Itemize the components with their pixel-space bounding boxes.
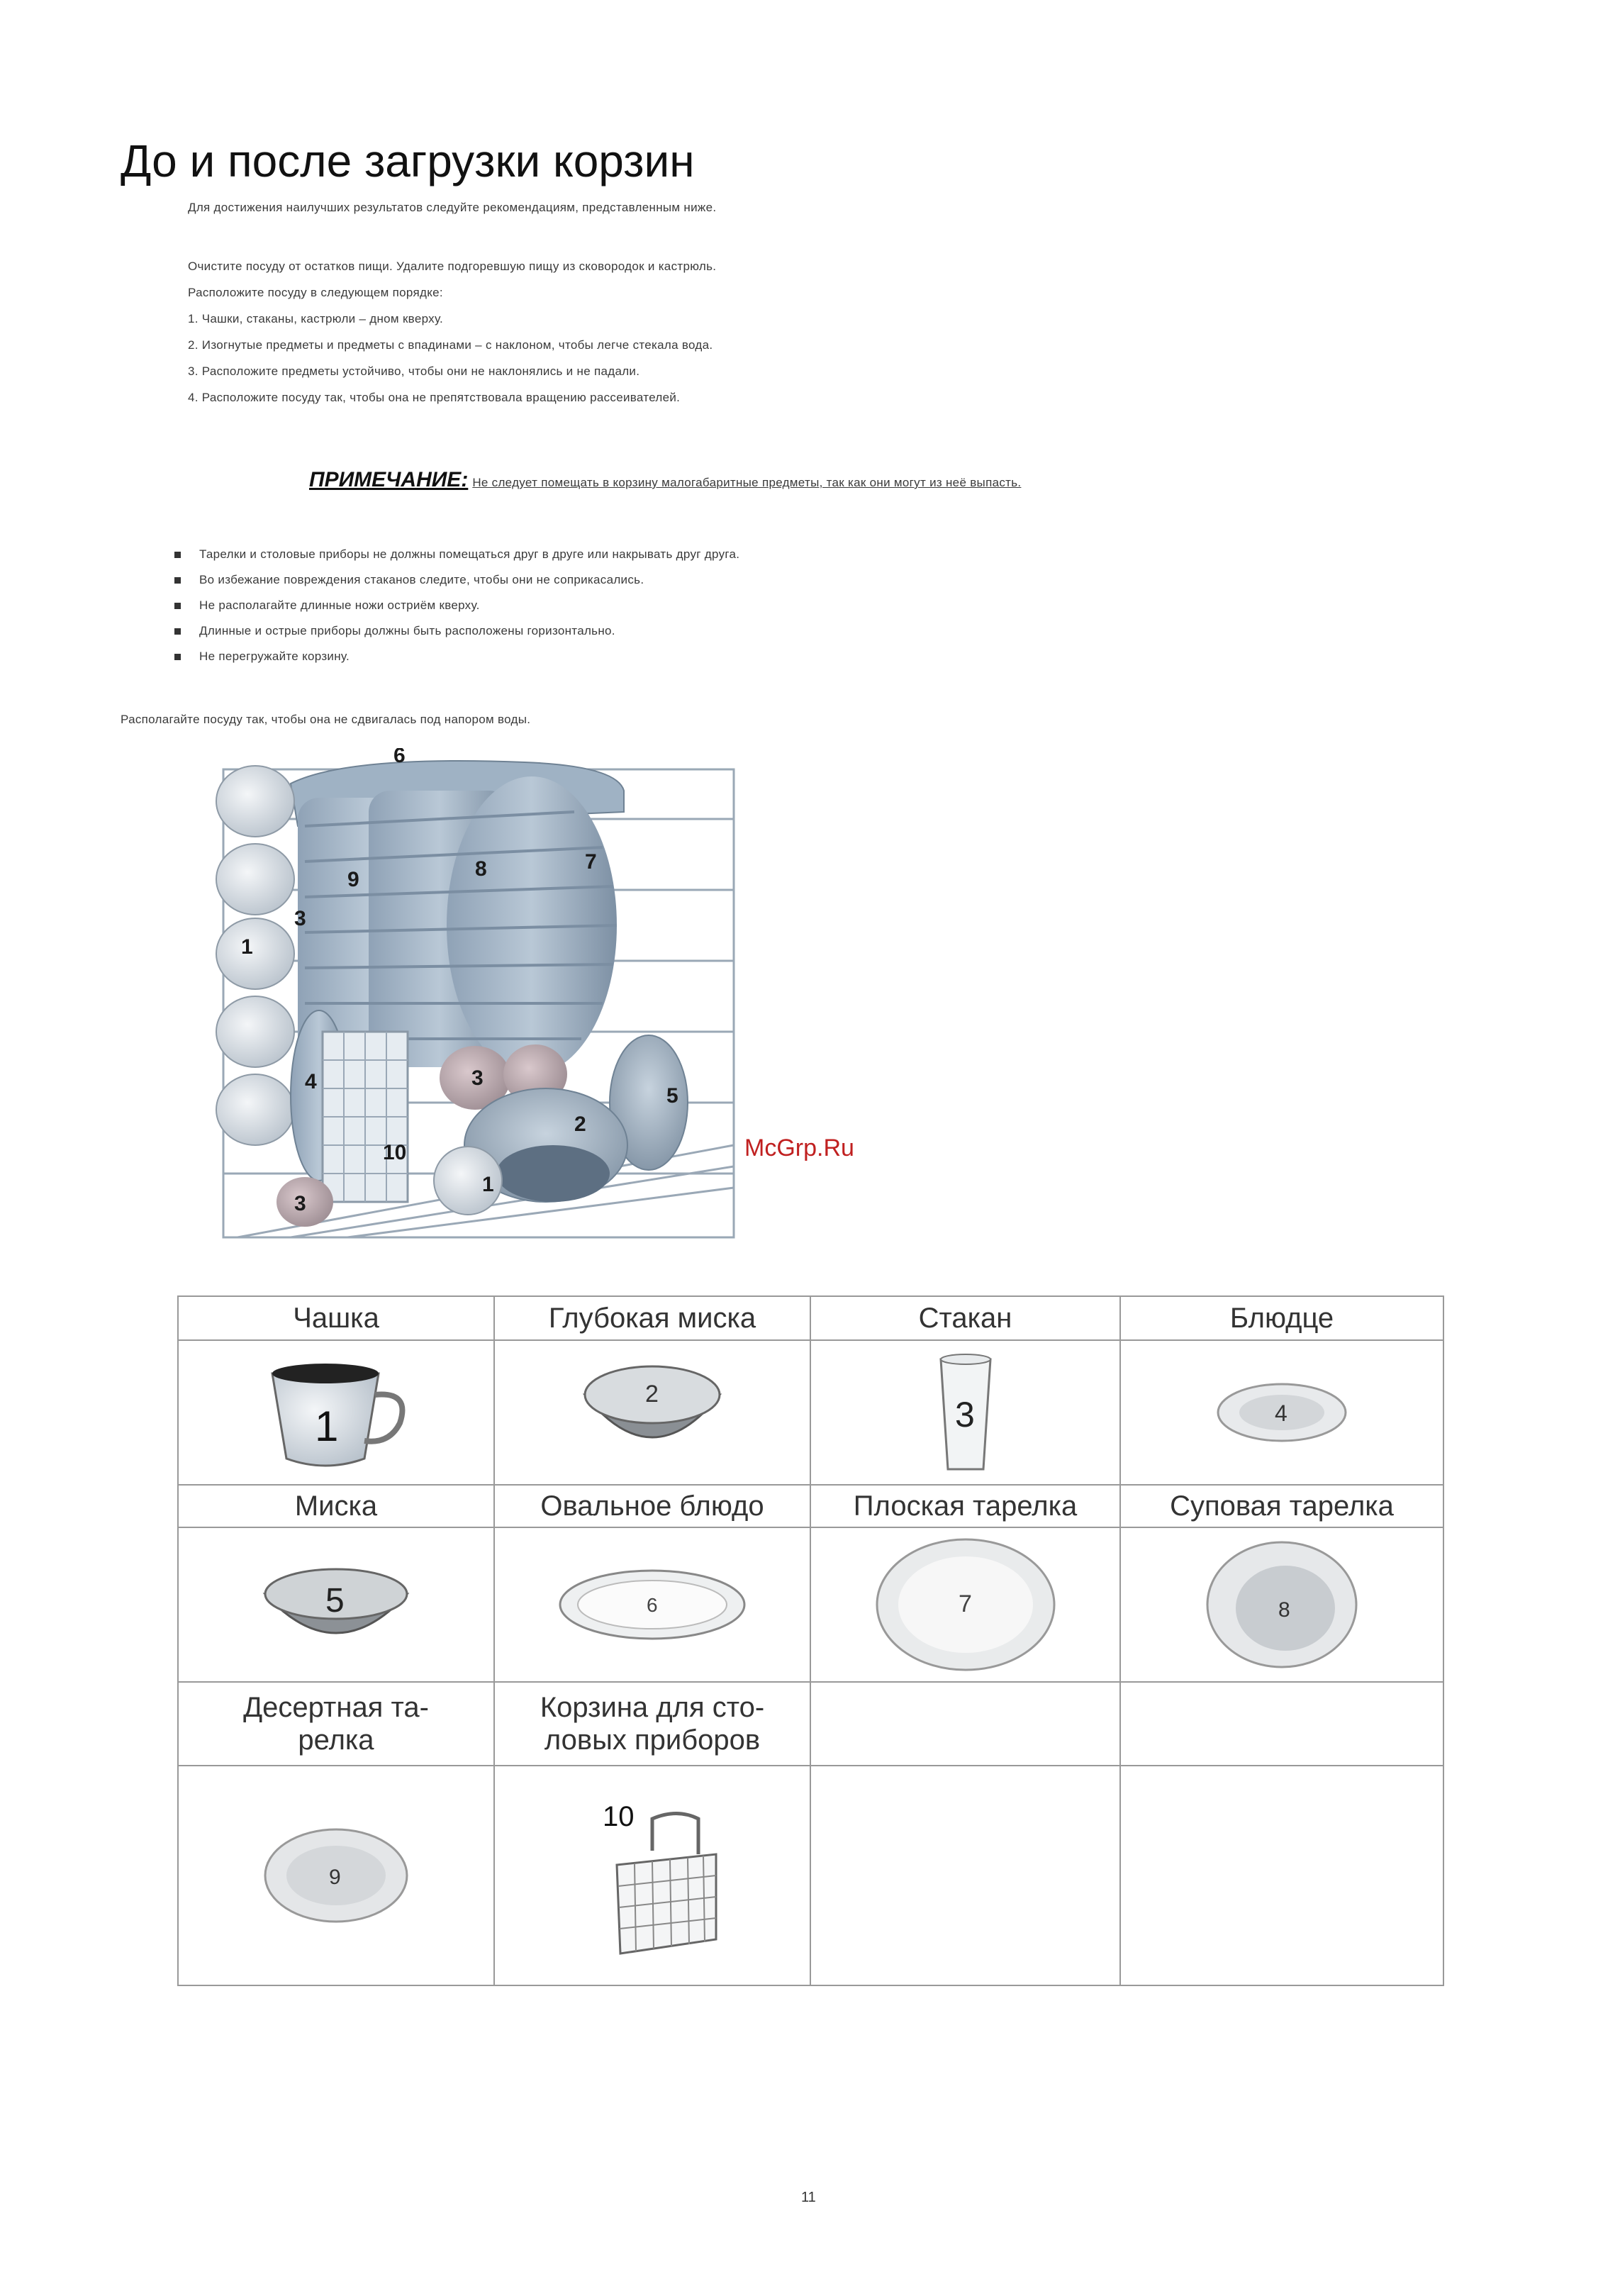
cups-column: [216, 766, 294, 1145]
legend-cell-empty: [810, 1766, 1120, 1985]
legend-cell-empty: [810, 1682, 1120, 1766]
list-item: Длинные и острые приборы должны быть расположены горизонтально.: [174, 618, 739, 644]
legend-number: 10: [603, 1801, 635, 1832]
plates-stack: [298, 776, 617, 1074]
glass-icon: [888, 1349, 1044, 1476]
watermark: McGrp.Ru: [744, 1135, 854, 1161]
label-2: 2: [574, 1113, 586, 1136]
legend-header: Глубокая миска: [494, 1296, 810, 1340]
legend-header: Десертная та- релка: [178, 1682, 494, 1766]
bullet-icon: [174, 603, 181, 609]
legend-number: 8: [1278, 1598, 1290, 1622]
legend-cell: [810, 1527, 1120, 1682]
legend-header: Овальное блюдо: [494, 1485, 810, 1527]
legend-number: 3: [954, 1395, 975, 1434]
label-1: 1: [482, 1173, 494, 1196]
label-10: 10: [383, 1141, 407, 1164]
legend-number: 6: [647, 1594, 658, 1616]
list-item: Не перегружайте корзину.: [174, 644, 739, 669]
legend-cell-empty: [1120, 1766, 1443, 1985]
instruction-line: 2. Изогнутые предметы и предметы с впадинами – с наклоном, чтобы легче стекала вода.: [188, 338, 713, 352]
note-text: Не следует помещать в корзину малогабаритные предметы, так как они могут из неё выпасть.: [472, 476, 1022, 489]
legend-cell-empty: [1120, 1682, 1443, 1766]
list-item: Тарелки и столовые приборы не должны помещаться друг в друге или накрывать друг друга.: [174, 542, 739, 567]
legend-number: 9: [329, 1866, 341, 1889]
cutlery-basket-icon: [546, 1787, 759, 1964]
legend-number: 5: [325, 1582, 345, 1620]
dessert-plate-icon: [258, 1822, 414, 1929]
list-item: Не располагайте длинные ножи остриём кверху.: [174, 593, 739, 618]
label-7: 7: [585, 850, 597, 874]
intro-text: Для достижения наилучших результатов следуйте рекомендациям, представленным ниже.: [188, 201, 717, 214]
note-label: ПРИМЕЧАНИЕ:: [309, 468, 469, 491]
legend-number: 4: [1275, 1400, 1287, 1426]
label-6: 6: [393, 748, 406, 767]
label-3: 3: [294, 907, 306, 930]
list-item: Во избежание повреждения стаканов следите, чтобы они не соприкасались.: [174, 567, 739, 593]
legend-header: Суповая тарелка: [1120, 1485, 1443, 1527]
label-3: 3: [294, 1192, 306, 1215]
placing-text: Располагайте посуду так, чтобы она не сдвигалась под напором воды.: [121, 713, 531, 726]
legend-cell: [178, 1527, 494, 1682]
instruction-line: 4. Расположите посуду так, чтобы она не препятствовала вращению рассеивателей.: [188, 391, 681, 404]
bullet-icon: [174, 577, 181, 584]
cutlery-basket: [323, 1032, 408, 1202]
label-9: 9: [347, 868, 359, 891]
legend-cell: [810, 1340, 1120, 1485]
bowl-icon: [251, 1551, 421, 1658]
flat-plate-icon: [873, 1534, 1058, 1676]
bullet-icon: [174, 552, 181, 558]
legend-header: Стакан: [810, 1296, 1120, 1340]
page-title: До и после загрузки корзин: [121, 135, 695, 186]
label-8: 8: [475, 857, 487, 881]
label-3: 3: [471, 1066, 484, 1090]
instruction-line: Расположите посуду в следующем порядке:: [188, 286, 443, 299]
legend-number: 2: [645, 1381, 659, 1408]
legend-header: Корзина для сто- ловых приборов: [494, 1682, 810, 1766]
bullet-icon: [174, 654, 181, 660]
soup-plate-icon: [1204, 1537, 1360, 1672]
legend-header: Плоская тарелка: [810, 1485, 1120, 1527]
label-1: 1: [241, 935, 253, 959]
instruction-line: 1. Чашки, стаканы, кастрюли – дном кверху.: [188, 312, 444, 325]
legend-cell: [494, 1527, 810, 1682]
instructions: [188, 253, 716, 411]
instruction-line: 3. Расположите предметы устойчиво, чтобы они не наклонялись и не падали.: [188, 364, 640, 378]
legend-cell: [494, 1766, 810, 1985]
saucer-icon: [1204, 1363, 1360, 1462]
bullet-icon: [174, 628, 181, 635]
dish-legend-table: [177, 1295, 1444, 1986]
legend-number: 7: [958, 1590, 972, 1617]
page-number: 11: [801, 2190, 816, 2205]
legend-header: Чашка: [178, 1296, 494, 1340]
deep-bowl-icon: [574, 1352, 730, 1473]
legend-cell: [1120, 1340, 1443, 1485]
legend-cell: [178, 1340, 494, 1485]
instruction-line: Очистите посуду от остатков пищи. Удалите подгоревшую пищу из сковородок и кастрюль.: [188, 260, 717, 273]
cup-icon: [258, 1352, 414, 1473]
legend-header: Блюдце: [1120, 1296, 1443, 1340]
bullet-list: [174, 542, 739, 669]
note: [309, 468, 1021, 492]
legend-header: Миска: [178, 1485, 494, 1527]
basket-diagram: [206, 748, 773, 1266]
legend-cell: [494, 1340, 810, 1485]
label-4: 4: [305, 1070, 317, 1093]
oval-dish-icon: [553, 1559, 752, 1651]
label-5: 5: [666, 1084, 678, 1108]
legend-cell: [1120, 1527, 1443, 1682]
legend-cell: [178, 1766, 494, 1985]
legend-number: 1: [315, 1403, 339, 1450]
